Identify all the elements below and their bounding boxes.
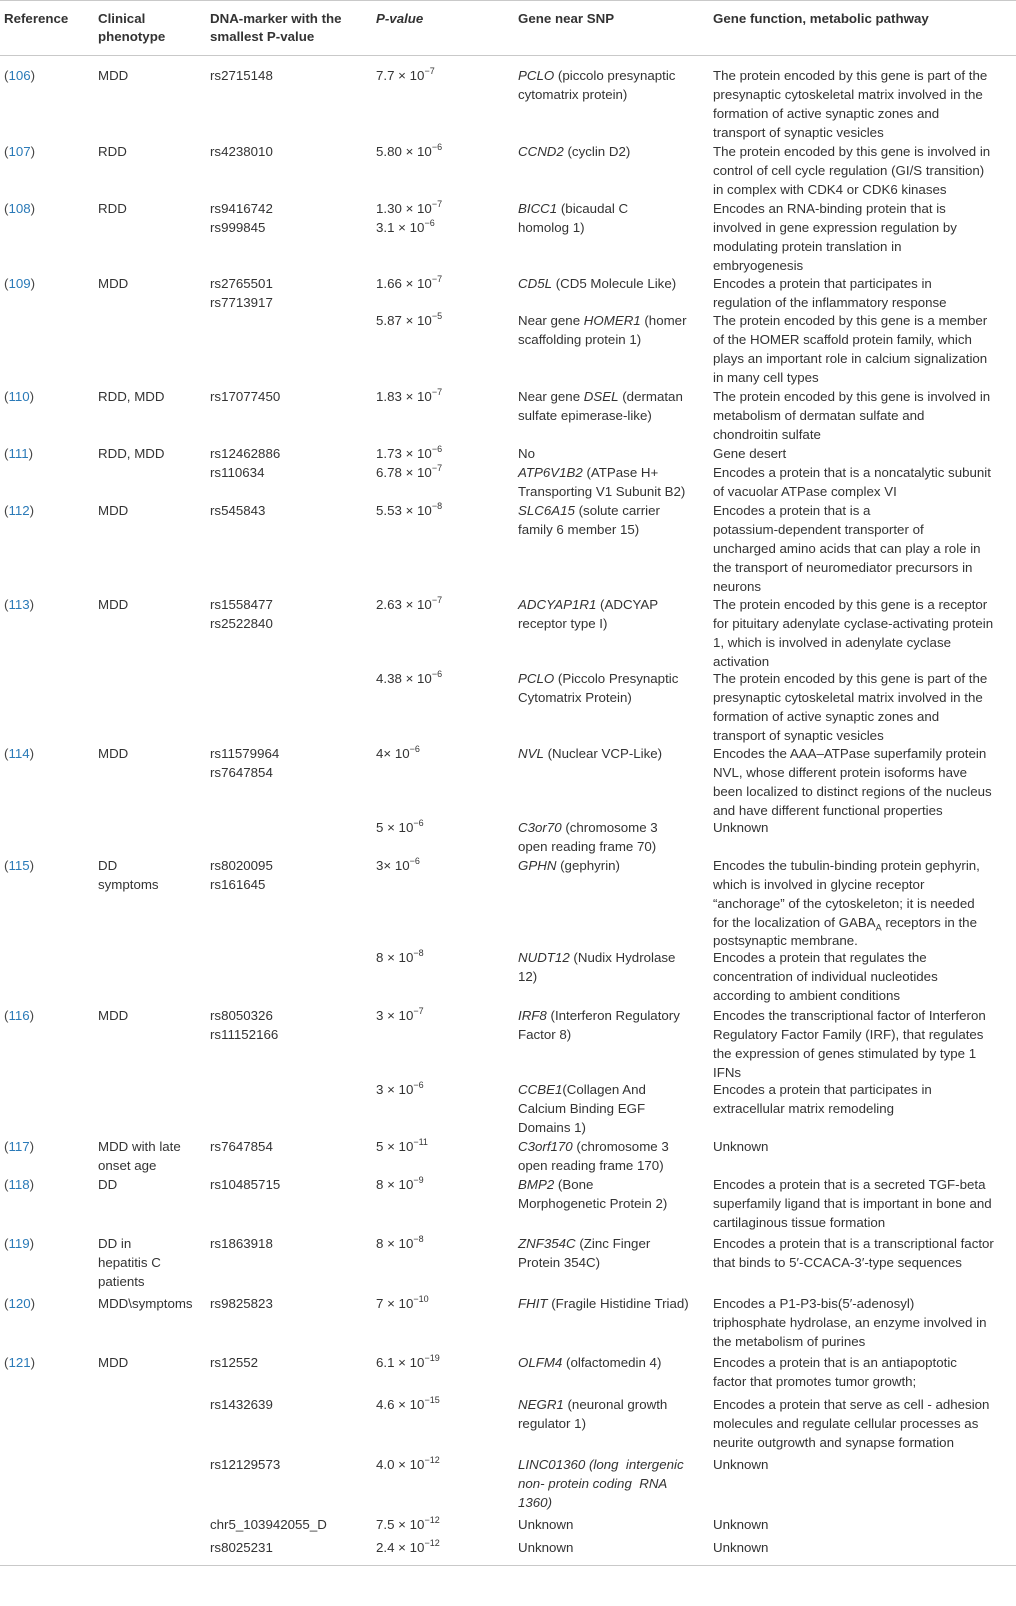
- gene-line: open reading frame 70): [518, 839, 657, 854]
- function-line: Encodes the tubulin-binding protein gephyrin,: [713, 858, 980, 873]
- snp-marker: rs1558477: [210, 597, 273, 612]
- function-line: involved in gene expression regulation by: [713, 220, 957, 235]
- function-line: for the localization of $GABA_A$ receptors in the: [713, 915, 977, 933]
- p-value: $5 \times 10^{-11}$: [376, 1136, 428, 1154]
- gene: ZNF354C (Zinc Finger: [518, 1236, 651, 1251]
- function-line: Encodes a protein that participates in: [713, 276, 932, 291]
- phenotype: MDD: [98, 1355, 129, 1370]
- ref-114: (114): [4, 746, 35, 761]
- p-value: $3\times 10^{-6}$: [376, 855, 420, 873]
- gene: CCND2 (cyclin D2): [518, 144, 631, 159]
- snp-marker: rs7713917: [210, 295, 273, 310]
- function-line: neurite outgrowth and synapse formation: [713, 1435, 954, 1450]
- snp-marker: rs8050326: [210, 1008, 273, 1023]
- function-line: The protein encoded by this gene is involved in: [713, 144, 991, 159]
- function-line: Gene desert: [713, 446, 787, 461]
- gene-line: Factor 8): [518, 1027, 572, 1042]
- gene: LINC01360 (long intergenic: [518, 1457, 684, 1472]
- function-line: Encodes a protein that is a secreted TGF-beta: [713, 1177, 986, 1192]
- gene-line: Transporting V1 Subunit B2): [518, 484, 686, 499]
- gene-line: Domains 1): [518, 1120, 586, 1135]
- function-line: regulation of the inflammatory response: [713, 295, 947, 310]
- ref-121: (121): [4, 1355, 36, 1370]
- p-value: $1.73 \times 10^{-6}$: [376, 443, 443, 461]
- function-line: in complex with CDK4 or CDK6 kinases: [713, 182, 947, 197]
- p-value: $8 \times 10^{-8}$: [376, 947, 424, 965]
- snp-marker: rs545843: [210, 503, 266, 518]
- function-line: been localized to distinct regions of the nucleus: [713, 784, 992, 799]
- header-phenotype-1: Clinical: [98, 11, 146, 26]
- p-value: $5.53 \times 10^{-8}$: [376, 500, 443, 518]
- function-line: Regulatory Factor Family (IRF), that regulates: [713, 1027, 984, 1042]
- function-line: 1, which is involved in adenylate cyclase: [713, 635, 951, 650]
- gene: PCLO (piccolo presynaptic: [518, 68, 676, 83]
- function-line: presynaptic cytoskeletal matrix involved in the: [713, 690, 983, 705]
- snp-marker: rs8025231: [210, 1540, 273, 1555]
- snp-marker: rs11579964: [210, 746, 280, 761]
- p-value: $4\times 10^{-6}$: [376, 743, 420, 761]
- p-value: $8 \times 10^{-8}$: [376, 1233, 424, 1251]
- p-value: $4.6 \times 10^{-15}$: [376, 1394, 440, 1412]
- p-value: $6.1 \times 10^{-19}$: [376, 1352, 440, 1370]
- function-line: cartilaginous tissue formation: [713, 1215, 886, 1230]
- gene-line: regulator 1): [518, 1416, 586, 1431]
- ref-106: (106): [4, 68, 36, 83]
- gene: IRF8 (Interferon Regulatory: [518, 1008, 680, 1023]
- phenotype: MDD: [98, 68, 129, 83]
- function-line: The protein encoded by this gene is a member: [713, 313, 988, 328]
- p-value: $5.87 \times 10^{-5}$: [376, 310, 443, 328]
- phenotype: MDD: [98, 597, 129, 612]
- ref-108: (108): [4, 201, 36, 216]
- function-line: Encodes a protein that is a: [713, 503, 871, 518]
- gene: C3or70 (chromosome 3: [518, 820, 658, 835]
- phenotype: RDD, MDD: [98, 389, 165, 404]
- gene-line: 1360): [518, 1495, 553, 1510]
- snp-marker: rs4238010: [210, 144, 273, 159]
- function-line: Unknown: [713, 1540, 769, 1555]
- phenotype: DD: [98, 1177, 118, 1192]
- function-line: postsynaptic membrane.: [713, 933, 858, 948]
- snp-marker: rs1863918: [210, 1236, 273, 1251]
- function-line: triphosphate hydrolase, an enzyme involved in: [713, 1315, 987, 1330]
- function-line: according to ambient conditions: [713, 988, 901, 1003]
- phenotype: DD in: [98, 1236, 132, 1251]
- snp-marker: rs10485715: [210, 1177, 281, 1192]
- header-marker-1: DNA-marker with the: [210, 11, 342, 26]
- p-value: $5 \times 10^{-6}$: [376, 817, 424, 835]
- table-top-rule: [0, 0, 1016, 1]
- function-line: transport of synaptic vesicles: [713, 125, 884, 140]
- gene-line: open reading frame 170): [518, 1158, 664, 1173]
- gene: PCLO (Piccolo Presynaptic: [518, 671, 679, 686]
- phenotype: symptoms: [98, 877, 159, 892]
- header-function: Gene function, metabolic pathway: [713, 11, 929, 26]
- function-line: the expression of genes stimulated by type 1: [713, 1046, 977, 1061]
- p-value: $1.66 \times 10^{-7}$: [376, 273, 443, 291]
- p-value: $3.1 \times 10^{-6}$: [376, 217, 435, 235]
- function-line: extracellular matrix remodeling: [713, 1101, 895, 1116]
- function-line: Encodes the transcriptional factor of Interferon: [713, 1008, 986, 1023]
- gene-line: non- protein coding RNA: [518, 1476, 668, 1491]
- phenotype: onset age: [98, 1158, 157, 1173]
- gene: Unknown: [518, 1540, 574, 1555]
- p-value: $4.0 \times 10^{-12}$: [376, 1454, 440, 1472]
- phenotype: MDD: [98, 746, 129, 761]
- function-line: which is involved in glycine receptor: [713, 877, 925, 892]
- snp-marker: rs1432639: [210, 1397, 273, 1412]
- snp-marker: rs999845: [210, 220, 266, 235]
- gene: CCBE1(Collagen And: [518, 1082, 646, 1097]
- gene: OLFM4 (olfactomedin 4): [518, 1355, 662, 1370]
- function-line: The protein encoded by this gene is part of the: [713, 68, 988, 83]
- p-value: $3 \times 10^{-7}$: [376, 1005, 424, 1023]
- function-line: neurons: [713, 579, 762, 594]
- function-line: concentration of individual nucleotides: [713, 969, 938, 984]
- gene-line: homolog 1): [518, 220, 585, 235]
- gene: BICC1 (bicaudal C: [518, 201, 629, 216]
- ref-107: (107): [4, 144, 36, 159]
- phenotype: MDD: [98, 503, 129, 518]
- gene: FHIT (Fragile Histidine Triad): [518, 1296, 689, 1311]
- p-value: $2.63 \times 10^{-7}$: [376, 594, 443, 612]
- function-line: Encodes an RNA-binding protein that is: [713, 201, 946, 216]
- header-marker-2: smallest P-value: [210, 29, 315, 44]
- function-line: Encodes the AAA–ATPase superfamily protein: [713, 746, 987, 761]
- p-value: $7.5 \times 10^{-12}$: [376, 1514, 440, 1532]
- gene-line: family 6 member 15): [518, 522, 640, 537]
- phenotype: RDD: [98, 144, 127, 159]
- function-line: Unknown: [713, 1517, 769, 1532]
- ref-118: (118): [4, 1177, 35, 1192]
- function-line: molecules and regulate cellular processes as: [713, 1416, 979, 1431]
- function-line: of vacuolar ATPase complex VI: [713, 484, 897, 499]
- gene: No: [518, 446, 535, 461]
- function-line: Encodes a protein that participates in: [713, 1082, 932, 1097]
- gene: CD5L (CD5 Molecule Like): [518, 276, 677, 291]
- p-value: $5.80 \times 10^{-6}$: [376, 141, 443, 159]
- function-line: Encodes a protein that regulates the: [713, 950, 927, 965]
- gene: Near gene DSEL (dermatan: [518, 389, 683, 404]
- phenotype: hepatitis C: [98, 1255, 161, 1270]
- gene: SLC6A15 (solute carrier: [518, 503, 660, 518]
- p-value: $2.4 \times 10^{-12}$: [376, 1537, 440, 1555]
- ref-110: (110): [4, 389, 35, 404]
- function-line: control of cell cycle regulation (GI/S transition): [713, 163, 985, 178]
- ref-117: (117): [4, 1139, 35, 1154]
- ref-111: (111): [4, 446, 34, 461]
- snp-marker: rs11152166: [210, 1027, 279, 1042]
- gene-line: Cytomatrix Protein): [518, 690, 632, 705]
- ref-119: (119): [4, 1236, 35, 1251]
- gene-line: sulfate epimerase-like): [518, 408, 652, 423]
- gene-line: Protein 354C): [518, 1255, 601, 1270]
- snp-marker: rs2765501: [210, 276, 273, 291]
- ref-109: (109): [4, 276, 36, 291]
- phenotype: RDD: [98, 201, 127, 216]
- header-pvalue: P-value: [376, 11, 424, 26]
- p-value: $1.30 \times 10^{-7}$: [376, 198, 443, 216]
- function-line: IFNs: [713, 1065, 742, 1080]
- snp-marker: rs110634: [210, 465, 265, 480]
- gene: NEGR1 (neuronal growth: [518, 1397, 668, 1412]
- function-line: the transport of neuromediator precursors in: [713, 560, 973, 575]
- function-line: Unknown: [713, 1457, 769, 1472]
- function-line: plays an important role in calcium signalization: [713, 351, 988, 366]
- ref-112: (112): [4, 503, 35, 518]
- function-line: NVL, whose different protein isoforms have: [713, 765, 968, 780]
- function-line: formation of active synaptic zones and: [713, 709, 940, 724]
- function-line: The protein encoded by this gene is part of the: [713, 671, 988, 686]
- snp-marker: rs2715148: [210, 68, 273, 83]
- snp-marker: rs12552: [210, 1355, 259, 1370]
- function-line: transport of synaptic vesicles: [713, 728, 884, 743]
- p-value: $6.78 \times 10^{-7}$: [376, 462, 443, 480]
- header-phenotype-2: phenotype: [98, 29, 166, 44]
- function-line: modulating protein translation in: [713, 239, 902, 254]
- snp-marker: rs2522840: [210, 616, 273, 631]
- gene-line: Calcium Binding EGF: [518, 1101, 646, 1116]
- gene: Unknown: [518, 1517, 574, 1532]
- snp-marker: rs8020095: [210, 858, 273, 873]
- ref-113: (113): [4, 597, 35, 612]
- function-line: “anchorage” of the cytoskeleton; it is needed: [713, 896, 975, 911]
- function-line: activation: [713, 654, 770, 669]
- ref-120: (120): [4, 1296, 36, 1311]
- header-gene: Gene near SNP: [518, 11, 615, 26]
- snp-marker: rs7647854: [210, 1139, 273, 1154]
- function-line: Unknown: [713, 820, 769, 835]
- p-value: $7.7 \times 10^{-7}$: [376, 65, 435, 83]
- function-line: embryogenesis: [713, 258, 804, 273]
- function-line: the metabolism of purines: [713, 1334, 866, 1349]
- function-line: uncharged amino acids that can play a role in: [713, 541, 981, 556]
- p-value: $3 \times 10^{-6}$: [376, 1079, 424, 1097]
- function-line: Encodes a protein that is a transcriptional factor: [713, 1236, 994, 1251]
- function-line: The protein encoded by this gene is involved in: [713, 389, 991, 404]
- function-line: formation of active synaptic zones and: [713, 106, 940, 121]
- function-line: that binds to 5′-CCACA-3′-type sequences: [713, 1255, 962, 1270]
- function-line: factor that promotes tumor growth;: [713, 1374, 917, 1389]
- gene-line: cytomatrix protein): [518, 87, 628, 102]
- gene: ATP6V1B2 (ATPase H+: [518, 465, 659, 480]
- header-reference: Reference: [4, 11, 69, 26]
- phenotype: MDD: [98, 1008, 129, 1023]
- gene-line: receptor type I): [518, 616, 608, 631]
- function-line: Encodes a P1-P3-bis(5′-adenosyl): [713, 1296, 915, 1311]
- function-line: superfamily ligand that is important in bone and: [713, 1196, 992, 1211]
- function-line: of the HOMER scaffold protein family, which: [713, 332, 972, 347]
- snp-marker: rs9825823: [210, 1296, 273, 1311]
- function-line: potassium-dependent transporter of: [713, 522, 924, 537]
- function-line: in many cell types: [713, 370, 819, 385]
- function-line: Encodes a protein that is a noncatalytic subunit: [713, 465, 991, 480]
- p-value: $8 \times 10^{-9}$: [376, 1174, 424, 1192]
- function-line: chondroitin sulfate: [713, 427, 821, 442]
- gene: NUDT12 (Nudix Hydrolase: [518, 950, 676, 965]
- phenotype: MDD\symptoms: [98, 1296, 193, 1311]
- gene: C3orf170 (chromosome 3: [518, 1139, 669, 1154]
- function-line: Encodes a protein that serve as cell - adhesion: [713, 1397, 990, 1412]
- snp-marker: rs161645: [210, 877, 266, 892]
- p-value: $7 \times 10^{-10}$: [376, 1293, 429, 1311]
- phenotype: RDD, MDD: [98, 446, 165, 461]
- function-line: metabolism of dermatan sulfate and: [713, 408, 925, 423]
- gene: NVL (Nuclear VCP-Like): [518, 746, 663, 761]
- function-line: The protein encoded by this gene is a receptor: [713, 597, 988, 612]
- p-value: $4.38 \times 10^{-6}$: [376, 668, 443, 686]
- function-line: for pituitary adenylate cyclase-activating protein: [713, 616, 994, 631]
- ref-115: (115): [4, 858, 35, 873]
- snp-marker: chr5_103942055_D: [210, 1517, 327, 1532]
- gene: GPHN (gephyrin): [518, 858, 620, 873]
- p-value: $1.83 \times 10^{-7}$: [376, 386, 443, 404]
- gene: ADCYAP1R1 (ADCYAP: [518, 597, 659, 612]
- function-line: Unknown: [713, 1139, 769, 1154]
- gene-line: scaffolding protein 1): [518, 332, 642, 347]
- snp-marker: rs12462886: [210, 446, 281, 461]
- snp-marker: rs12129573: [210, 1457, 281, 1472]
- phenotype: MDD: [98, 276, 129, 291]
- header-rule: [0, 55, 1016, 56]
- phenotype: MDD with late: [98, 1139, 181, 1154]
- gene: BMP2 (Bone: [518, 1177, 594, 1192]
- table-bottom-rule: [0, 1565, 1016, 1566]
- function-line: and have different functional properties: [713, 803, 943, 818]
- gene-line: 12): [518, 969, 538, 984]
- snp-marker: rs17077450: [210, 389, 281, 404]
- phenotype: patients: [98, 1274, 145, 1289]
- function-line: presynaptic cytoskeletal matrix involved in the: [713, 87, 983, 102]
- snp-marker: rs7647854: [210, 765, 273, 780]
- function-line: Encodes a protein that is an antiapoptotic: [713, 1355, 957, 1370]
- snp-marker: rs9416742: [210, 201, 273, 216]
- gene-line: Morphogenetic Protein 2): [518, 1196, 668, 1211]
- ref-116: (116): [4, 1008, 35, 1023]
- phenotype: DD: [98, 858, 118, 873]
- gene: Near gene HOMER1 (homer: [518, 313, 687, 328]
